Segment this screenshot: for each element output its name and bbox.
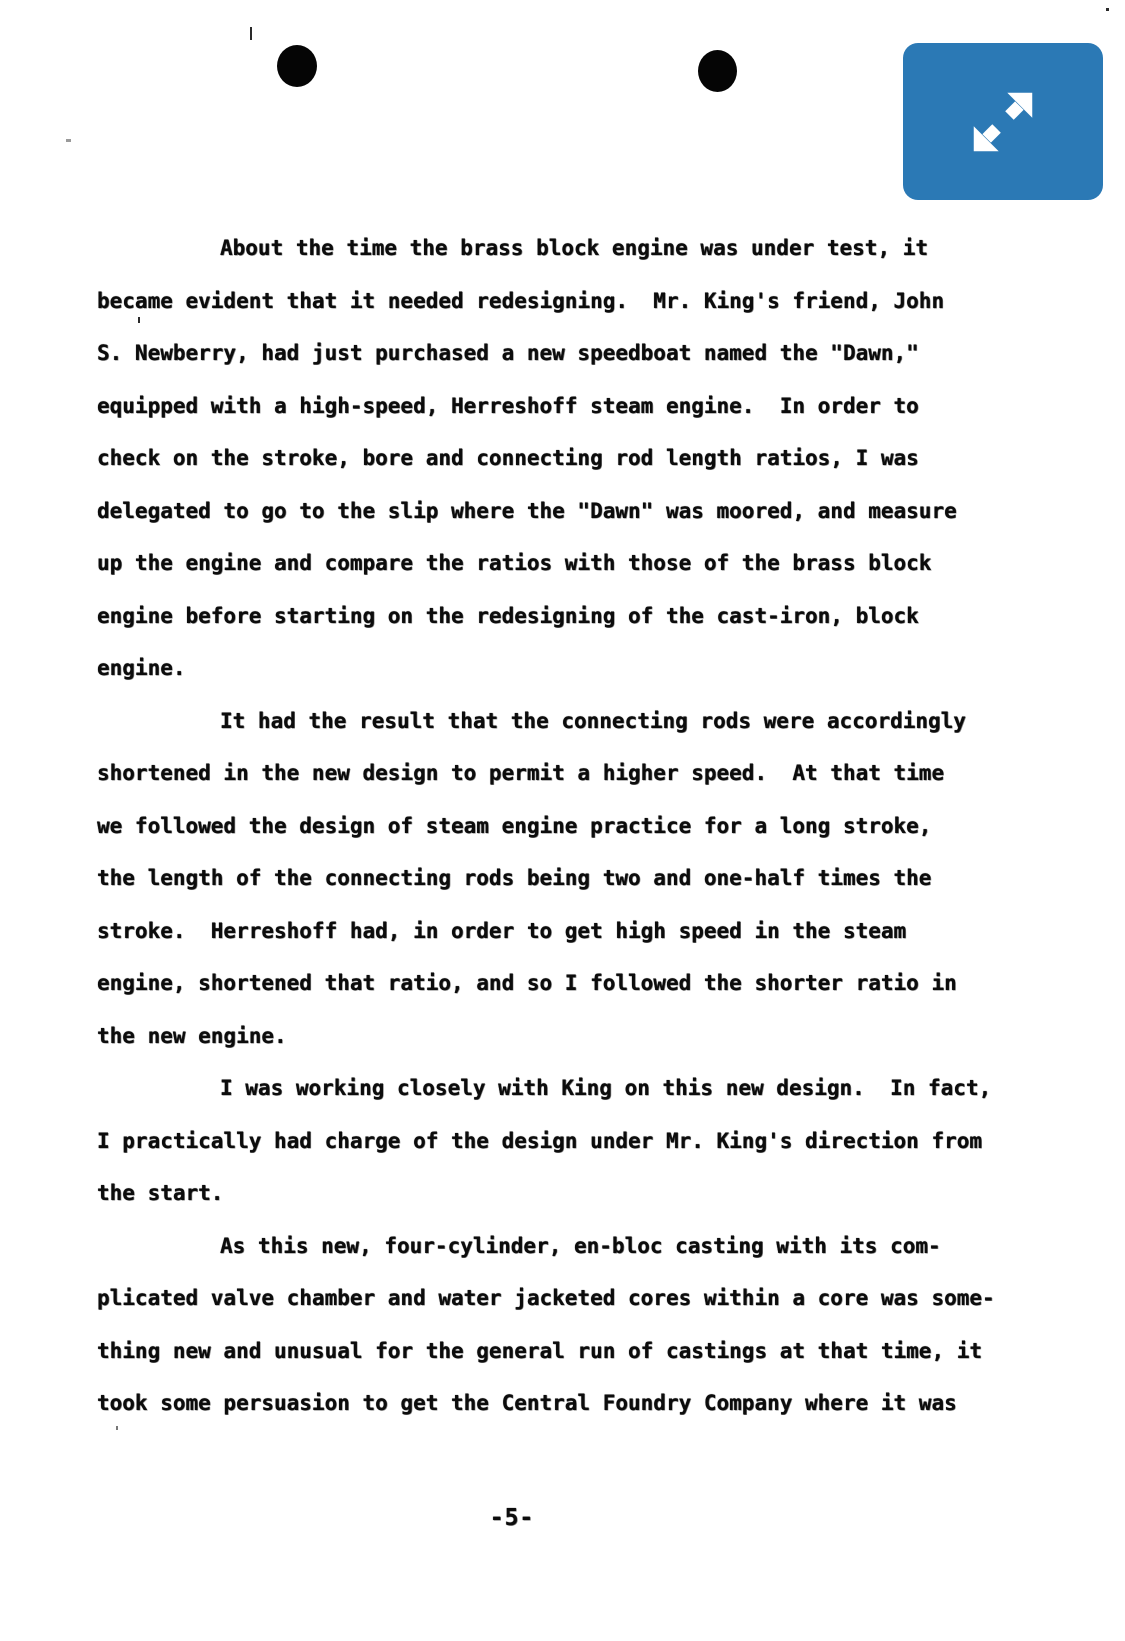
document-text bbox=[97, 222, 1057, 1430]
text-line: It had the result that the connecting rods were accordingly bbox=[220, 708, 966, 733]
hole-punch-left bbox=[277, 45, 317, 87]
text-line: About the time the brass block engine was under test, it bbox=[220, 236, 929, 260]
text-line: engine, shortened that ratio, and so I followed the shorter ratio in bbox=[97, 971, 957, 995]
text-line: took some persuasion to get the Central Foundry Company where it was bbox=[97, 1391, 957, 1415]
text-line: the start. bbox=[97, 1181, 224, 1205]
text-line: engine before starting on the redesigning of the cast-iron, block bbox=[97, 603, 919, 628]
page-number: -5- bbox=[489, 1505, 535, 1531]
text-line: stroke. Herreshoff had, in order to get high speed in the steam bbox=[97, 918, 907, 943]
text-line: shortened in the new design to permit a higher speed. At that time bbox=[97, 761, 945, 785]
text-line: plicated valve chamber and water jacketed cores within a core was some- bbox=[97, 1286, 995, 1310]
expand-button[interactable] bbox=[903, 43, 1103, 200]
scan-speck bbox=[250, 27, 252, 40]
expand-diagonal-arrows-icon bbox=[960, 79, 1046, 165]
text-line: thing new and unusual for the general run of castings at that time, it bbox=[97, 1338, 983, 1363]
text-line: we followed the design of steam engine practice for a long stroke, bbox=[97, 813, 932, 838]
text-line: the new engine. bbox=[97, 1023, 287, 1048]
text-line: check on the stroke, bore and connecting rod length ratios, I was bbox=[97, 446, 919, 470]
text-line: up the engine and compare the ratios with those of the brass block bbox=[97, 551, 932, 575]
text-line: equipped with a high-speed, Herreshoff steam engine. In order to bbox=[97, 393, 919, 418]
scan-speck bbox=[1106, 8, 1109, 11]
text-line: became evident that it needed redesigning. Mr. King's friend, John bbox=[97, 288, 945, 313]
text-line: delegated to go to the slip where the "Dawn" was moored, and measure bbox=[97, 498, 957, 523]
text-line: engine. bbox=[97, 656, 186, 680]
scan-speck bbox=[66, 139, 71, 142]
text-line: the length of the connecting rods being two and one-half times the bbox=[97, 866, 932, 890]
text-line: I practically had charge of the design under Mr. King's direction from bbox=[97, 1128, 983, 1153]
text-line: As this new, four-cylinder, en-bloc casting with its com- bbox=[220, 1233, 941, 1258]
text-line: S. Newberry, had just purchased a new speedboat named the "Dawn," bbox=[97, 341, 919, 365]
hole-punch-right bbox=[698, 50, 737, 92]
text-line: I was working closely with King on this new design. In fact, bbox=[220, 1076, 992, 1100]
